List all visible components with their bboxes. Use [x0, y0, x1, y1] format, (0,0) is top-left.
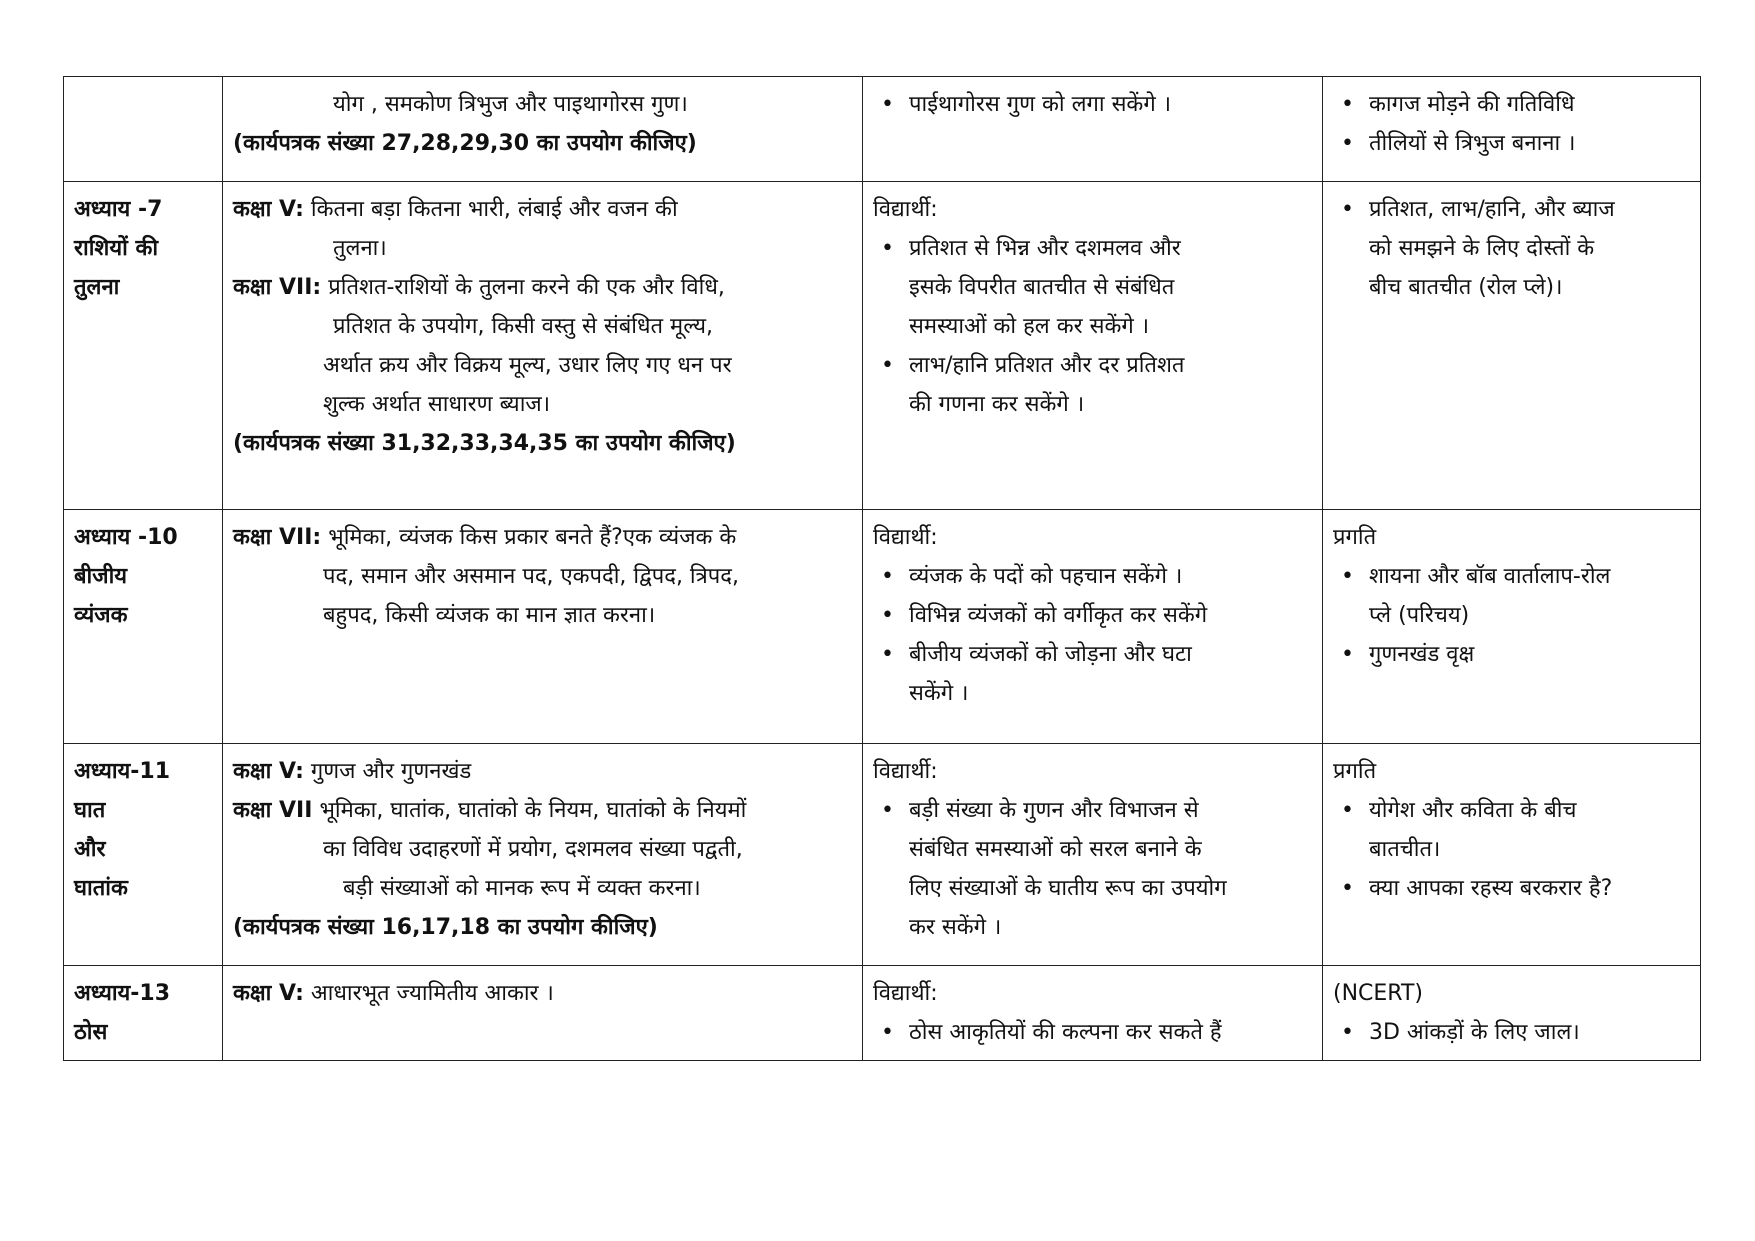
outcome-line: की गणना कर सकेंगे ।: [909, 392, 1085, 417]
chapter-title-line: व्यंजक: [74, 603, 128, 628]
outcomes-list: [873, 229, 1312, 424]
bullet-icon: •: [881, 353, 894, 378]
table-row: [64, 966, 1701, 1061]
bullet-icon: •: [881, 236, 894, 261]
chapter-cell: [64, 744, 223, 966]
bullet-icon: •: [881, 92, 894, 117]
bullet-icon: •: [1341, 197, 1354, 222]
class-label: कक्षा V:: [233, 981, 304, 1006]
chapter-cell: [64, 77, 223, 182]
outcome-line: समस्याओं को हल कर सकेंगे ।: [909, 314, 1150, 339]
activities-list: [1333, 557, 1690, 674]
content-line: [233, 85, 852, 124]
content-line: [233, 307, 852, 346]
table-row: [64, 182, 1701, 510]
content-text: (कार्यपत्रक संख्या 31,32,33,34,35 का उपयोग कीजिए): [233, 431, 736, 456]
activities-heading: (NCERT): [1333, 981, 1424, 1006]
activity-item: [1333, 791, 1690, 869]
outcome-item: [873, 596, 1312, 635]
content-line: [233, 974, 852, 1013]
content-line: [233, 791, 852, 830]
chapter-title-line: घात: [74, 798, 106, 823]
content-text: बड़ी संख्याओं को मानक रूप में व्यक्त करना।: [343, 876, 701, 901]
activity-line: को समझने के लिए दोस्तों के: [1369, 236, 1595, 261]
bullet-icon: •: [1341, 564, 1354, 589]
outcome-line: सकेंगे ।: [909, 681, 969, 706]
bullet-icon: •: [1341, 1020, 1354, 1045]
outcome-line: लाभ/हानि प्रतिशत और दर प्रतिशत: [909, 353, 1185, 378]
outcome-item: [873, 635, 1312, 713]
outcome-line: विभिन्न व्यंजकों को वर्गीकृत कर सकेंगे: [909, 603, 1208, 628]
activity-line: बातचीत।: [1369, 837, 1441, 862]
content-text: का विविध उदाहरणों में प्रयोग, दशमलव संख्या पद्वती,: [323, 837, 743, 862]
table-body: [64, 77, 1701, 1061]
bullet-icon: •: [881, 642, 894, 667]
activity-item: [1333, 635, 1690, 674]
content-text: पद, समान और असमान पद, एकपदी, द्विपद, त्रिपद,: [323, 564, 739, 589]
table-row: [64, 77, 1701, 182]
class-label: कक्षा V:: [233, 759, 304, 784]
content-text: भूमिका, घातांक, घातांको के नियम, घातांको के नियमों: [319, 798, 747, 823]
content-text: (कार्यपत्रक संख्या 27,28,29,30 का उपयोग कीजिए): [233, 131, 697, 156]
content-text: अर्थात क्रय और विक्रय मूल्य, उधार लिए गए धन पर: [323, 353, 732, 378]
activity-line: क्या आपका रहस्य बरकरार है?: [1369, 876, 1613, 901]
content-line: [233, 385, 852, 424]
bullet-icon: •: [1341, 798, 1354, 823]
outcomes-heading: विद्यार्थी:: [873, 759, 938, 784]
activity-line: बीच बातचीत (रोल प्ले)।: [1369, 275, 1563, 300]
activity-item: [1333, 1013, 1690, 1052]
content-cell: [223, 182, 863, 510]
activities-cell: [1323, 77, 1701, 182]
activity-item: [1333, 190, 1690, 307]
activities-list: [1333, 791, 1690, 908]
bullet-icon: •: [1341, 876, 1354, 901]
bullet-icon: •: [1341, 131, 1354, 156]
worksheet-note: [233, 424, 852, 463]
bullet-icon: •: [881, 603, 894, 628]
worksheet-note: [233, 908, 852, 947]
outcome-item: [873, 557, 1312, 596]
content-cell: [223, 744, 863, 966]
outcome-line: संबंधित समस्याओं को सरल बनाने के: [909, 837, 1202, 862]
chapter-cell: [64, 966, 223, 1061]
outcome-line: लिए संख्याओं के घातीय रूप का उपयोग: [909, 876, 1227, 901]
activity-line: कागज मोड़ने की गतिविधि: [1369, 92, 1575, 117]
chapter-title-line: अध्याय-11: [74, 759, 171, 784]
outcomes-list: [873, 1013, 1312, 1052]
chapter-title-line: ठोस: [74, 1020, 108, 1045]
outcome-item: [873, 229, 1312, 346]
content-line: [233, 190, 852, 229]
activities-heading: प्रगति: [1333, 525, 1377, 550]
bullet-icon: •: [881, 564, 894, 589]
activity-line: 3D आंकड़ों के लिए जाल।: [1369, 1020, 1580, 1045]
outcome-line: बीजीय व्यंजकों को जोड़ना और घटा: [909, 642, 1192, 667]
content-cell: [223, 510, 863, 744]
outcomes-list: [873, 791, 1312, 947]
table-row: [64, 744, 1701, 966]
activity-line: प्ले (परिचय): [1369, 603, 1470, 628]
outcomes-cell: [863, 182, 1323, 510]
chapter-title-line: अध्याय -7: [74, 197, 163, 222]
bullet-icon: •: [881, 1020, 894, 1045]
activity-line: प्रतिशत, लाभ/हानि, और ब्याज: [1369, 197, 1615, 222]
content-text: बहुपद, किसी व्यंजक का मान ज्ञात करना।: [323, 603, 656, 628]
chapter-title-line: बीजीय: [74, 564, 128, 589]
content-line: [233, 229, 852, 268]
chapter-title-line: अध्याय -10: [74, 525, 178, 550]
bullet-icon: •: [1341, 642, 1354, 667]
worksheet-note: [233, 124, 852, 163]
outcome-item: [873, 85, 1312, 124]
content-text: आधारभूत ज्यामितीय आकार ।: [310, 981, 554, 1006]
outcomes-heading: विद्यार्थी:: [873, 981, 938, 1006]
content-line: [233, 752, 852, 791]
outcome-item: [873, 1013, 1312, 1052]
outcomes-cell: [863, 77, 1323, 182]
activities-cell: [1323, 744, 1701, 966]
outcomes-cell: [863, 966, 1323, 1061]
content-line: [233, 346, 852, 385]
activity-line: तीलियों से त्रिभुज बनाना ।: [1369, 131, 1576, 156]
content-line: [233, 268, 852, 307]
bullet-icon: •: [1341, 92, 1354, 117]
outcome-line: पाईथागोरस गुण को लगा सकेंगे ।: [909, 92, 1172, 117]
outcome-item: [873, 791, 1312, 947]
content-cell: [223, 77, 863, 182]
chapter-cell: [64, 182, 223, 510]
outcome-line: बड़ी संख्या के गुणन और विभाजन से: [909, 798, 1199, 823]
class-label: कक्षा VII:: [233, 275, 322, 300]
activity-item: [1333, 557, 1690, 635]
chapter-title-line: घातांक: [74, 876, 128, 901]
outcome-item: [873, 346, 1312, 424]
outcomes-heading: विद्यार्थी:: [873, 197, 938, 222]
chapter-title-line: राशियों की: [74, 236, 159, 261]
chapter-cell: [64, 510, 223, 744]
outcomes-list: [873, 557, 1312, 713]
bullet-icon: •: [881, 798, 894, 823]
content-line: [233, 830, 852, 869]
activities-cell: [1323, 510, 1701, 744]
outcome-line: व्यंजक के पदों को पहचान सकेंगे ।: [909, 564, 1183, 589]
content-text: तुलना।: [333, 236, 387, 261]
activities-list: [1333, 85, 1690, 163]
content-line: [233, 518, 852, 557]
chapter-title-line: अध्याय-13: [74, 981, 171, 1006]
outcome-line: इसके विपरीत बातचीत से संबंधित: [909, 275, 1175, 300]
activity-item: [1333, 869, 1690, 908]
class-label: कक्षा VII: [233, 798, 313, 823]
content-text: (कार्यपत्रक संख्या 16,17,18 का उपयोग कीजिए): [233, 915, 658, 940]
activities-cell: [1323, 966, 1701, 1061]
lesson-plan-table: [63, 76, 1701, 1061]
content-text: गुणज और गुणनखंड: [310, 759, 472, 784]
activity-item: [1333, 124, 1690, 163]
activity-item: [1333, 85, 1690, 124]
outcomes-list: [873, 85, 1312, 124]
content-text: प्रतिशत के उपयोग, किसी वस्तु से संबंधित मूल्य,: [333, 314, 714, 339]
content-text: प्रतिशत-राशियों के तुलना करने की एक और विधि,: [328, 275, 725, 300]
activity-line: शायना और बॉब वार्तालाप-रोल: [1369, 564, 1611, 589]
activities-cell: [1323, 182, 1701, 510]
outcome-line: कर सकेंगे ।: [909, 915, 1002, 940]
outcomes-heading: विद्यार्थी:: [873, 525, 938, 550]
content-line: [233, 596, 852, 635]
content-text: योग , समकोण त्रिभुज और पाइथागोरस गुण।: [333, 92, 688, 117]
content-text: कितना बड़ा कितना भारी, लंबाई और वजन की: [310, 197, 678, 222]
outcome-line: प्रतिशत से भिन्न और दशमलव और: [909, 236, 1181, 261]
activity-line: योगेश और कविता के बीच: [1369, 798, 1577, 823]
outcomes-cell: [863, 510, 1323, 744]
content-line: [233, 869, 852, 908]
content-text: शुल्क अर्थात साधारण ब्याज।: [323, 392, 551, 417]
activities-list: [1333, 1013, 1690, 1052]
content-line: [233, 557, 852, 596]
chapter-title-line: तुलना: [74, 275, 120, 300]
content-cell: [223, 966, 863, 1061]
outcome-line: ठोस आकृतियों की कल्पना कर सकते हैं: [909, 1020, 1222, 1045]
chapter-title-line: और: [74, 837, 106, 862]
activities-list: [1333, 190, 1690, 307]
outcomes-cell: [863, 744, 1323, 966]
table-row: [64, 510, 1701, 744]
activities-heading: प्रगति: [1333, 759, 1377, 784]
activity-line: गुणनखंड वृक्ष: [1369, 642, 1475, 667]
class-label: कक्षा VII:: [233, 525, 322, 550]
class-label: कक्षा V:: [233, 197, 304, 222]
content-text: भूमिका, व्यंजक किस प्रकार बनते हैं?एक व्यंजक के: [328, 525, 737, 550]
